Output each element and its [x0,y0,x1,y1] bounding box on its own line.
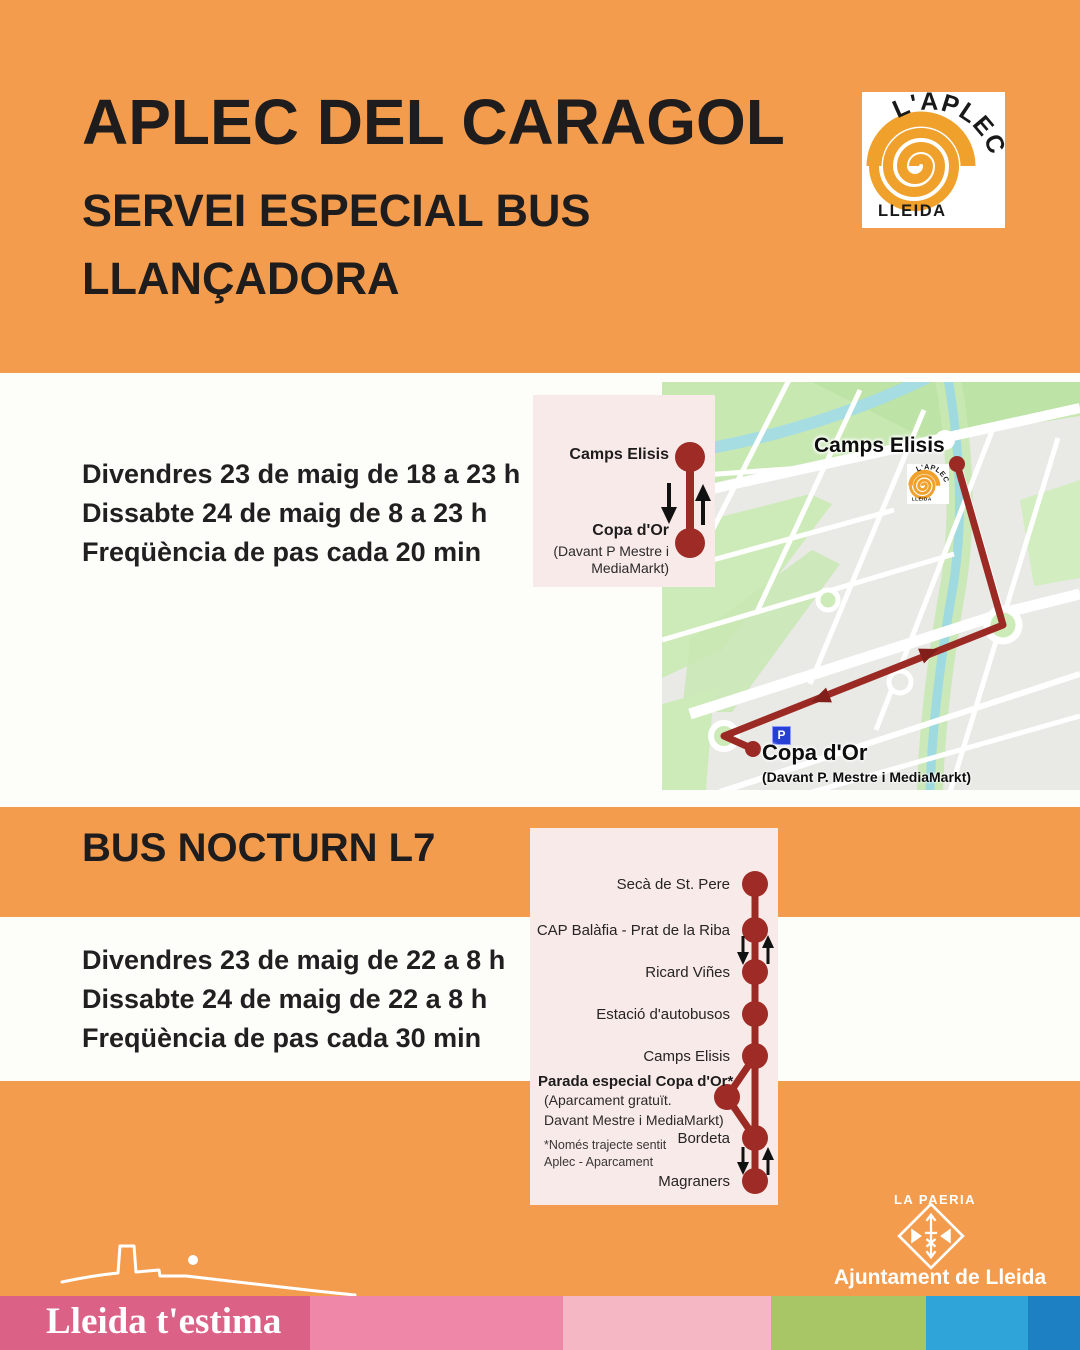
lleida-testima-logo: Lleida t'estima [46,1301,282,1342]
l7-stop: Estació d'autobusos [596,1006,730,1023]
shuttle-schedule-line: Freqüència de pas cada 20 min [82,537,482,567]
shuttle-schedule [82,455,520,572]
diagram-stop-bottom-note: (Davant P Mestre i [553,543,669,559]
nocturn-schedule-line: Divendres 23 de maig de 22 a 8 h [82,945,506,975]
shuttle-diagram-card [533,395,715,587]
diagram-stop-bottom-note: MediaMarkt) [591,560,669,576]
seu-vella-skyline-icon [60,1236,360,1298]
shuttle-schedule-line: Dissabte 24 de maig de 8 a 23 h [82,498,488,528]
snail-spiral-icon [862,92,1005,228]
page-title: APLEC DEL CARAGOL [82,86,785,158]
shuttle-schedule-line: Divendres 23 de maig de 18 a 23 h [82,459,521,489]
strip-segment [771,1296,926,1350]
l7-stops-card [530,828,778,1205]
paeria-emblem-icon [893,1198,969,1274]
strip-segment [1028,1296,1080,1350]
ajuntament-label: Ajuntament de Lleida [833,1266,1047,1289]
nocturn-schedule [82,941,505,1058]
l7-special-stop-note: Davant Mestre i MediaMarkt) [544,1112,724,1128]
page-subtitle-line1: SERVEI ESPECIAL BUS [82,185,591,236]
la-paeria-label: LA PAERIA [893,1192,977,1207]
map-destination-label: Copa d'Or [762,740,868,765]
map-origin-label: Camps Elisis [814,434,945,457]
diagram-stop-bottom: Copa d'Or [592,522,669,539]
l7-stop: Camps Elisis [643,1048,730,1065]
map-aplec-logo-icon [907,464,949,504]
l7-stop: CAP Balàfia - Prat de la Riba [536,922,730,939]
strip-segment [310,1296,563,1350]
route-map [662,382,1080,790]
nocturn-title: BUS NOCTURN L7 [82,826,436,870]
strip-segment [563,1296,771,1350]
nocturn-schedule-line: Freqüència de pas cada 30 min [82,1023,482,1053]
diagram-stop-top: Camps Elisis [569,446,669,463]
l7-special-stop-footnote: *Només trajecte sentit [544,1138,667,1152]
l7-special-stop-title: Parada especial Copa d'Or* [538,1073,734,1090]
parking-icon: P [772,726,791,745]
map-destination-note: (Davant P. Mestre i MediaMarkt) [762,769,972,785]
l7-stop: Bordeta [677,1130,730,1147]
l7-special-stop-note: (Aparcament gratuït. [544,1092,672,1108]
aplec-logo [862,92,1005,228]
strip-segment [926,1296,1028,1350]
nocturn-schedule-line: Dissabte 24 de maig de 22 a 8 h [82,984,488,1014]
l7-stop: Secà de St. Pere [616,876,730,893]
l7-stop: Ricard Viñes [645,964,730,981]
page-subtitle-line2: LLANÇADORA [82,253,400,304]
l7-stop: Magraners [658,1173,730,1190]
l7-special-stop-footnote: Aplec - Aparcament [544,1155,654,1169]
